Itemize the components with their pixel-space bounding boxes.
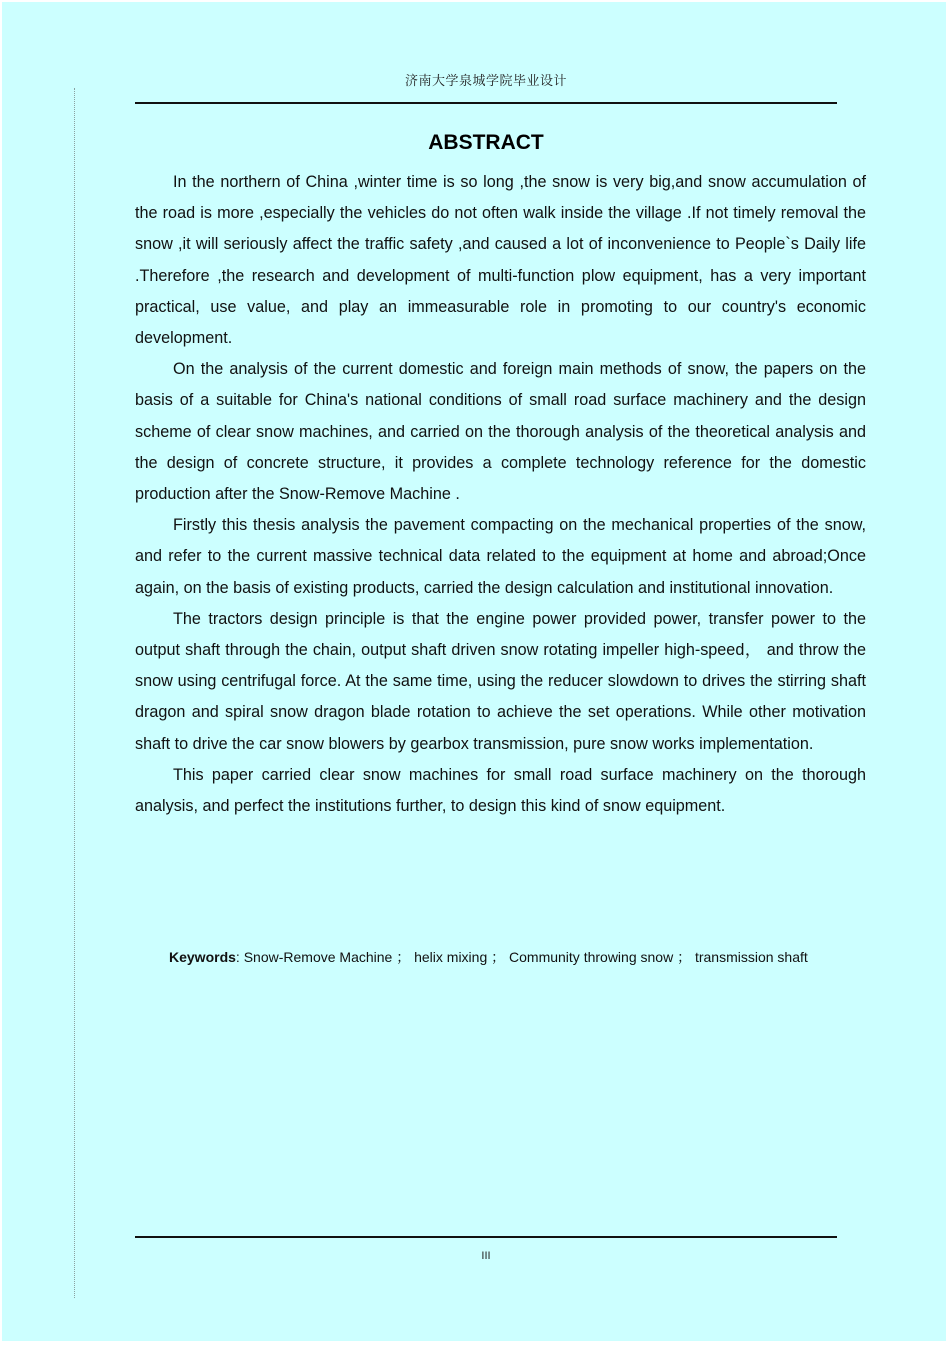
document-page: [2, 2, 946, 1341]
header-rule: [135, 102, 837, 104]
abstract-paragraph-4: The tractors design principle is that the engine power provided power, transfer power to the output shaft through the chain, output shaft driven snow rotating impeller high-speed， and throw the snow using centrifugal force. At the same time, using the reducer slowdown to drives the stirring shaft dragon and spiral snow dragon blade rotation to achieve the set operations. While other motivation shaft to drive the car snow blowers by gearbox transmission, pure snow works implementation.: [135, 609, 866, 753]
keywords-text: : Snow-Remove Machine ； helix mixing ； Community throwing snow ； transmission shaft: [235, 949, 808, 965]
footer-rule: [135, 1236, 837, 1238]
page-number: III: [481, 1250, 491, 1262]
abstract-paragraph-1: In the northern of China ,winter time is so long ,the snow is very big,and snow accumulation of the road is more ,especially the vehicles do not often walk inside the village .If not timely removal the snow ,it will seriously affect the traffic safety ,and caused a lot of inconvenience to People`s Daily life .Therefore ,the research and development of multi-function plow equipment, has a very important practical, use value, and play an immeasurable role in promoting to our country's economic development.: [135, 173, 866, 348]
abstract-paragraph-3: Firstly this thesis analysis the pavement compacting on the mechanical properties of the snow, and refer to the current massive technical data related to the equipment at home and abroad;Once again, on the basis of existing products, carried the design calculation and institutional innovation.: [135, 516, 866, 597]
abstract-body: [135, 167, 866, 822]
abstract-heading: ABSTRACT: [428, 131, 544, 154]
keywords-line: [135, 942, 840, 973]
binding-margin-line: [74, 88, 75, 1298]
abstract-paragraph-5: This paper carried clear snow machines for small road surface machinery on the thorough analysis, and perfect the institutions further, to design this kind of snow equipment.: [135, 765, 866, 816]
keywords-label: Keywords: [169, 949, 236, 965]
running-header: 济南大学泉城学院毕业设计: [404, 74, 567, 89]
abstract-paragraph-2: On the analysis of the current domestic and foreign main methods of snow, the papers on the basis of a suitable for China's national conditions of small road surface machinery and the design scheme of clear snow machines, and carried on the thorough analysis of the theoretical analysis and the design of concrete structure, it provides a complete technology reference for the domestic production after the Snow-Remove Machine .: [135, 360, 866, 504]
